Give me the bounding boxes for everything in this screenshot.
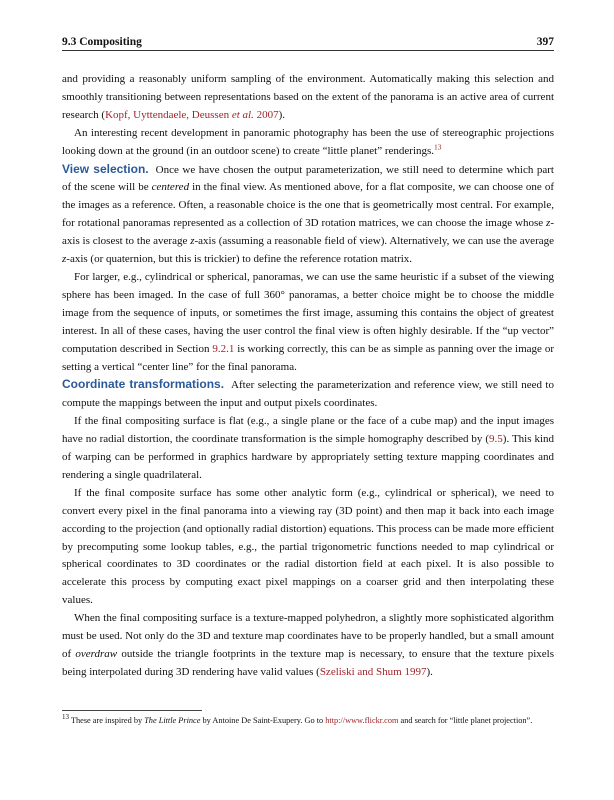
citation-link[interactable]: Szeliski and Shum 1997 xyxy=(319,665,427,678)
run-in-heading: Coordinate transformations. xyxy=(62,377,225,392)
paragraph-view-selection: View selection. Once we have chosen the output parameterization, we still need to determine which part of the scene will be centered in the final view. As mentioned above, for a flat composite, we can choose one of the images as a reference. Often, a reasonable choice is the one that is geometrically most central. For example, for rotational panoramas represented as a collection of 3D rotation matrices, we can choose the image whose z-axis is closest to the average z-axis (assuming a reasonable field of view). Alternatively, we can use the average z-axis (or quaternion, but this is trickier) to define the reference rotation matrix. xyxy=(62,161,554,266)
section-link[interactable]: 9.2.1 xyxy=(212,342,235,355)
paragraph: and providing a reasonably uniform sampling of the environment. Automatically making this selection and smoothly transitioning between representations based on the extent of the panorama is an active area of current research (Kopf, Uyttendaele, Deussen et al. 2007). xyxy=(62,73,554,121)
section-title: 9.3 Compositing xyxy=(62,36,142,48)
paragraph: If the final composite surface has some other analytic form (e.g., cylindrical or spherical), we need to convert every pixel in the final panorama into a viewing ray (3D point) and then map it back into each image according to the projection (and optionally radial distortion) equations. This process can be made more efficient by precomputing some lookup tables, e.g., the partial trigonometric functions needed to map cylindrical or spherical coordinates to 3D coordinates or the radial distortion field at each pixel. It is also possible to accelerate this process by computing exact pixel mappings on a coarser grid and then interpolating these values. xyxy=(62,486,554,607)
run-in-heading: View selection. xyxy=(62,161,149,176)
paragraph: If the final compositing surface is flat (e.g., a single plane or the face of a cube map) and the input images have no radial distortion, the coordinate transformation is the simple homography described by (9.5). This kind of warping can be performed in graphics hardware by appropriately setting texture mapping coordinates and rendering a single quadrilateral. xyxy=(62,415,554,481)
paragraph: For larger, e.g., cylindrical or spherical, panoramas, we can use the same heuristic if a subset of the viewing sphere has been imaged. In the case of full 360° panoramas, a better choice might be to choose the middle image from the sequence of inputs, or sometimes the first image, assuming this contains the object of greatest interest. In all of these cases, having the user control the final view is often highly desirable. If the “up vector” computation described in Section 9.2.1 is working correctly, this can be as simple as panning over the image or setting a vertical “center line” for the final panorama. xyxy=(62,270,555,373)
equation-link[interactable]: 9.5 xyxy=(489,433,503,446)
running-header xyxy=(62,36,554,51)
citation-link[interactable]: Kopf, Uyttendaele, Deussen et al. 2007 xyxy=(105,108,279,121)
url-link[interactable]: http://www.flickr.com xyxy=(325,716,399,725)
paragraph: An interesting recent development in panoramic photography has been the use of stereographic projections looking down at the ground (in an outdoor scene) to create “little planet” renderings.$^{13}$ xyxy=(62,126,554,157)
paragraph-coordinate-transformations: Coordinate transformations. After selecting the parameterization and reference view, we still need to compute the mappings between the input and output pixels coordinates. xyxy=(62,377,554,410)
page xyxy=(62,36,554,682)
footnote xyxy=(62,710,554,727)
paragraph: When the final compositing surface is a texture-mapped polyhedron, a slightly more sophisticated algorithm must be used. Not only do the 3D and texture map coordinates have to be properly handled, but a small amount of overdraw outside the triangle footprints in the texture map is necessary, to ensure that the texture pixels being interpolated during 3D rendering have valid values (Szeliski and Shum 1997). xyxy=(62,612,554,678)
footnote-mark[interactable]: 13 xyxy=(434,141,442,151)
footnote-text: $^{13}$ These are inspired by The Little Prince by Antoine De Saint-Exupery. Go to http://www.flickr.com and search for “little planet projection”. xyxy=(62,713,533,725)
page-number: 397 xyxy=(536,36,554,48)
body-text xyxy=(62,71,554,682)
footnote-rule xyxy=(62,710,202,711)
